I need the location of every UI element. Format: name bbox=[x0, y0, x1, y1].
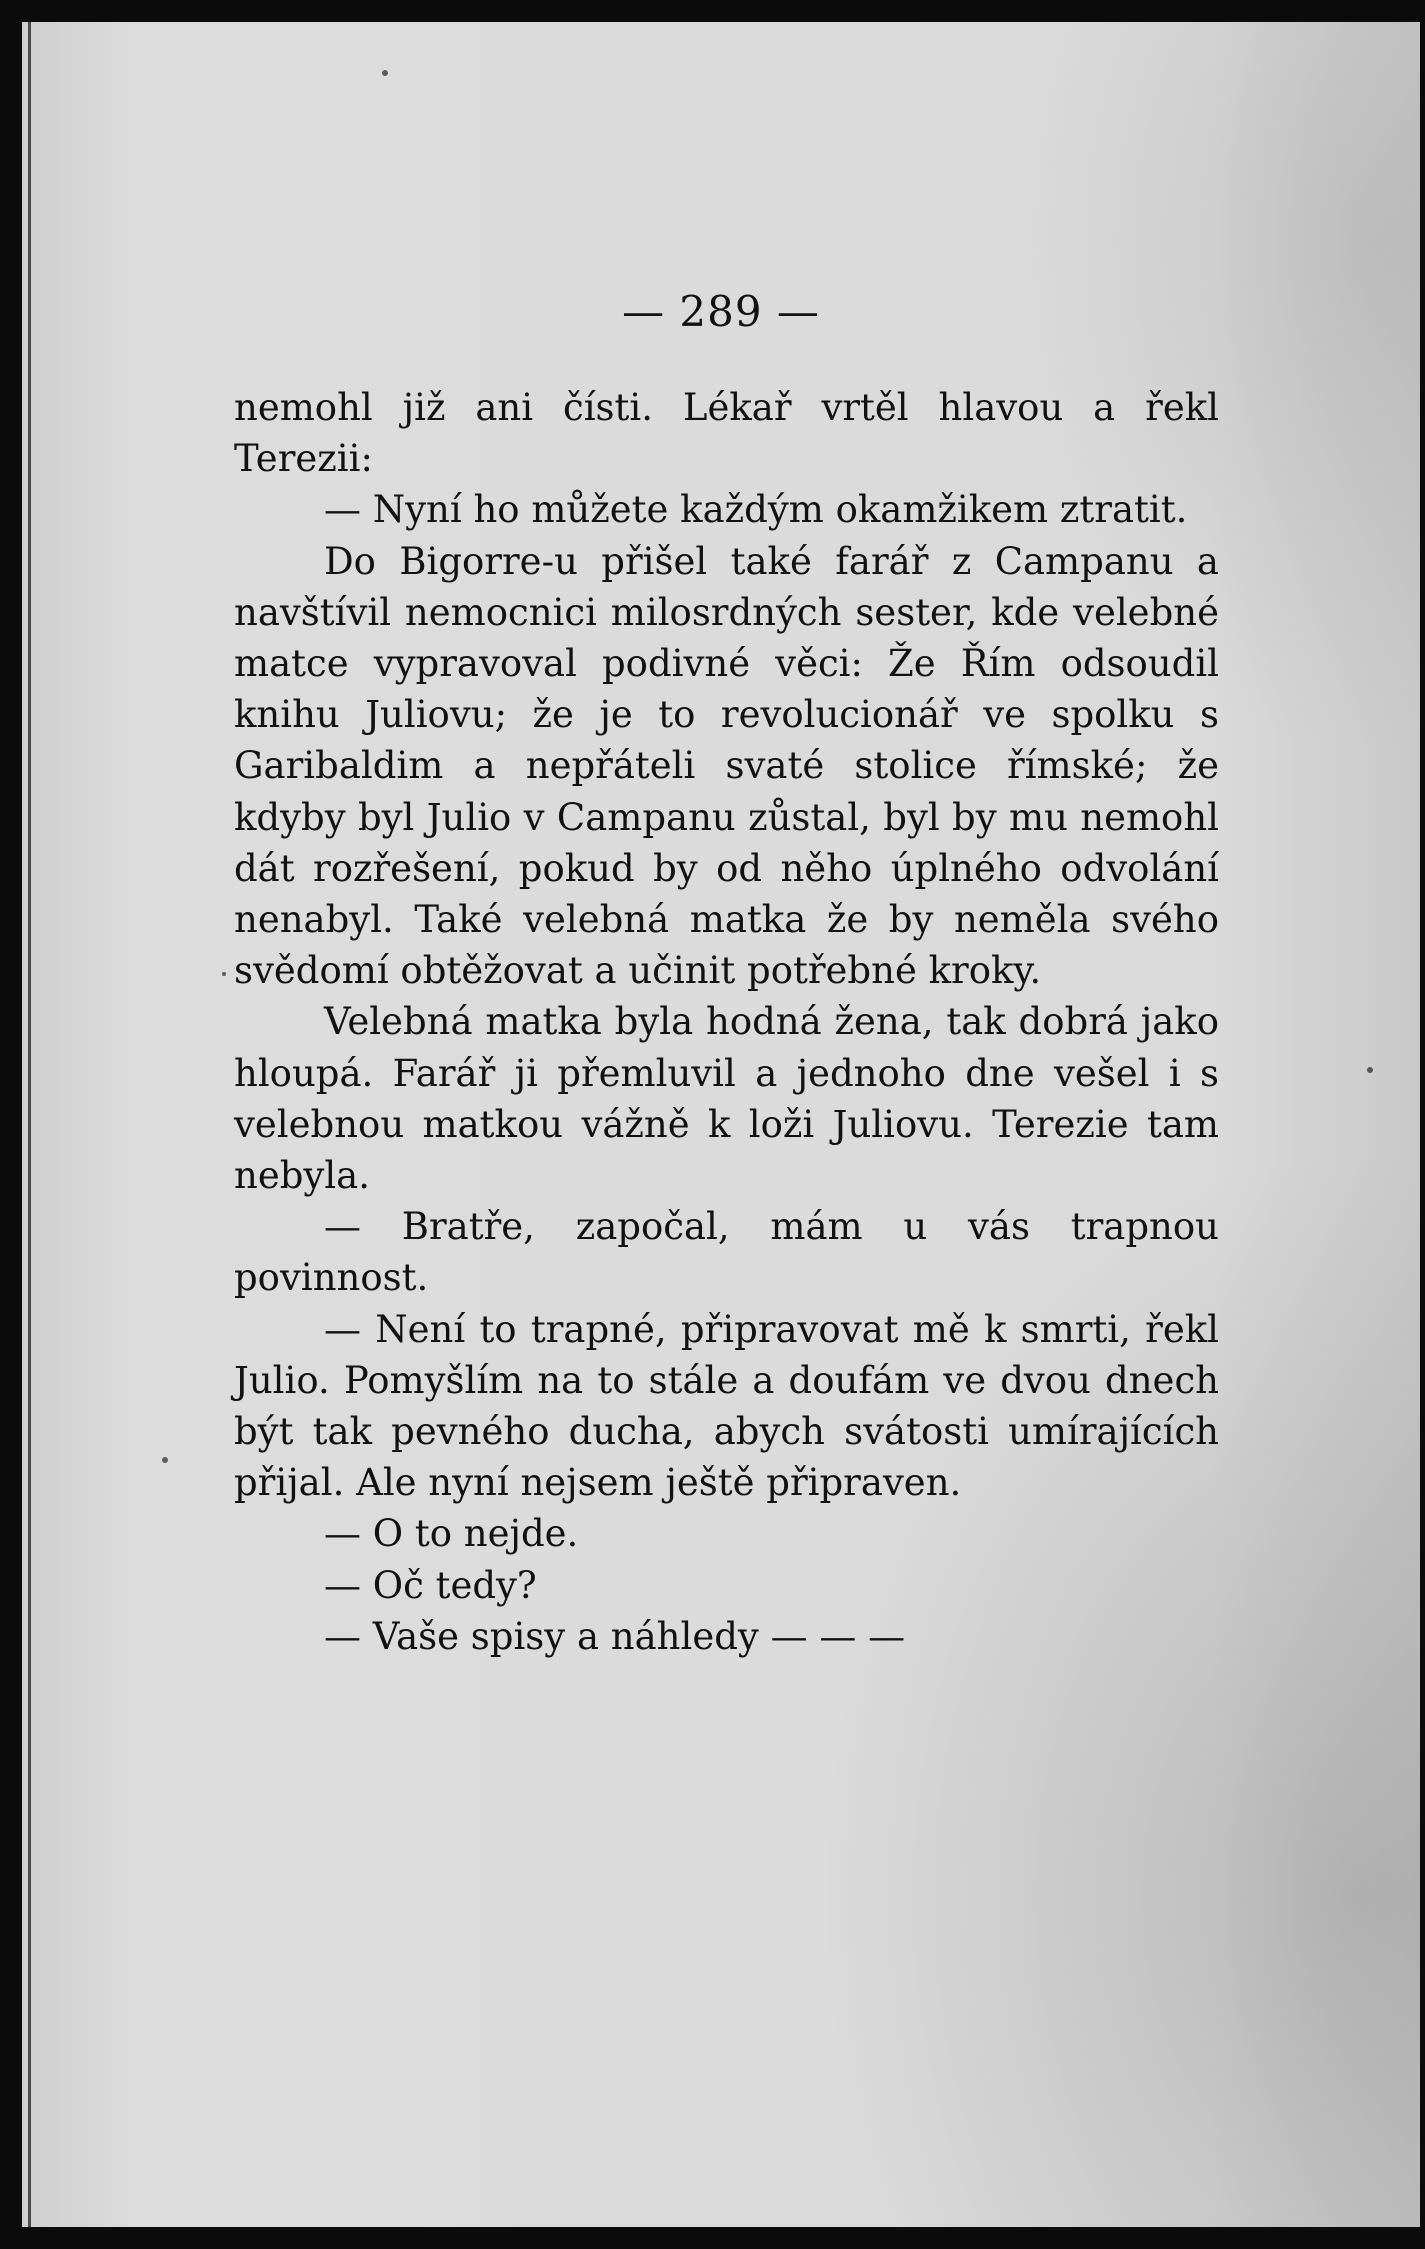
paragraph-dialogue: — Bratře, započal, mám u vás trapnou povinnost. bbox=[234, 1205, 1219, 1300]
paragraph-dialogue: — Nyní ho můžete každým okamžikem ztratit. bbox=[324, 488, 1188, 532]
paragraph-dialogue: — Oč tedy? bbox=[324, 1563, 537, 1607]
dust-speck bbox=[222, 972, 226, 976]
dust-speck bbox=[162, 1457, 168, 1463]
paragraph-dialogue: — Není to trapné, připravovat mě k smrti, řekl Julio. Pomyšlím na to stále a doufám ve dvou dnech být tak pevného ducha, abych svátosti umírajících přijal. Ale nyní nejsem ještě připraven. bbox=[234, 1307, 1219, 1505]
paragraph-narrative: Do Bigorre-u přišel také farář z Campanu a navštívil nemocnici milosrdných sester, kde velebné matce vypravoval podivné věci: Že Řím odsoudil knihu Juliovu; že je to revolucionář ve spolku s Garibaldim a nepřáteli svaté stolice římské; že kdyby byl Julio v Campanu zůstal, byl by mu nemohl dát rozřešení, pokud by od něho úplného odvolání nenabyl. Také velebná matka že by neměla svého svědomí obtěžovat a učinit potřebné kroky. bbox=[234, 539, 1219, 993]
paragraph-narrative: Velebná matka byla hodná žena, tak dobrá jako hloupá. Farář ji přemluvil a jednoho dne vešel i s velebnou matkou vážně k loži Juliovu. Terezie tam nebyla. bbox=[234, 1000, 1219, 1198]
paragraph-dialogue: — Vaše spisy a náhledy — — — bbox=[324, 1614, 906, 1658]
dust-speck bbox=[1367, 1067, 1373, 1073]
paragraph-continuation: nemohl již ani čísti. Lékař vrtěl hlavou a řekl Terezii: bbox=[234, 386, 1219, 481]
body-text bbox=[234, 382, 1219, 1662]
dust-speck bbox=[382, 70, 388, 76]
paragraph-dialogue: — O to nejde. bbox=[324, 1512, 579, 1556]
page-number: — 289 — bbox=[622, 287, 820, 336]
page-edge-shadow bbox=[28, 22, 31, 2227]
book-page bbox=[22, 22, 1420, 2227]
